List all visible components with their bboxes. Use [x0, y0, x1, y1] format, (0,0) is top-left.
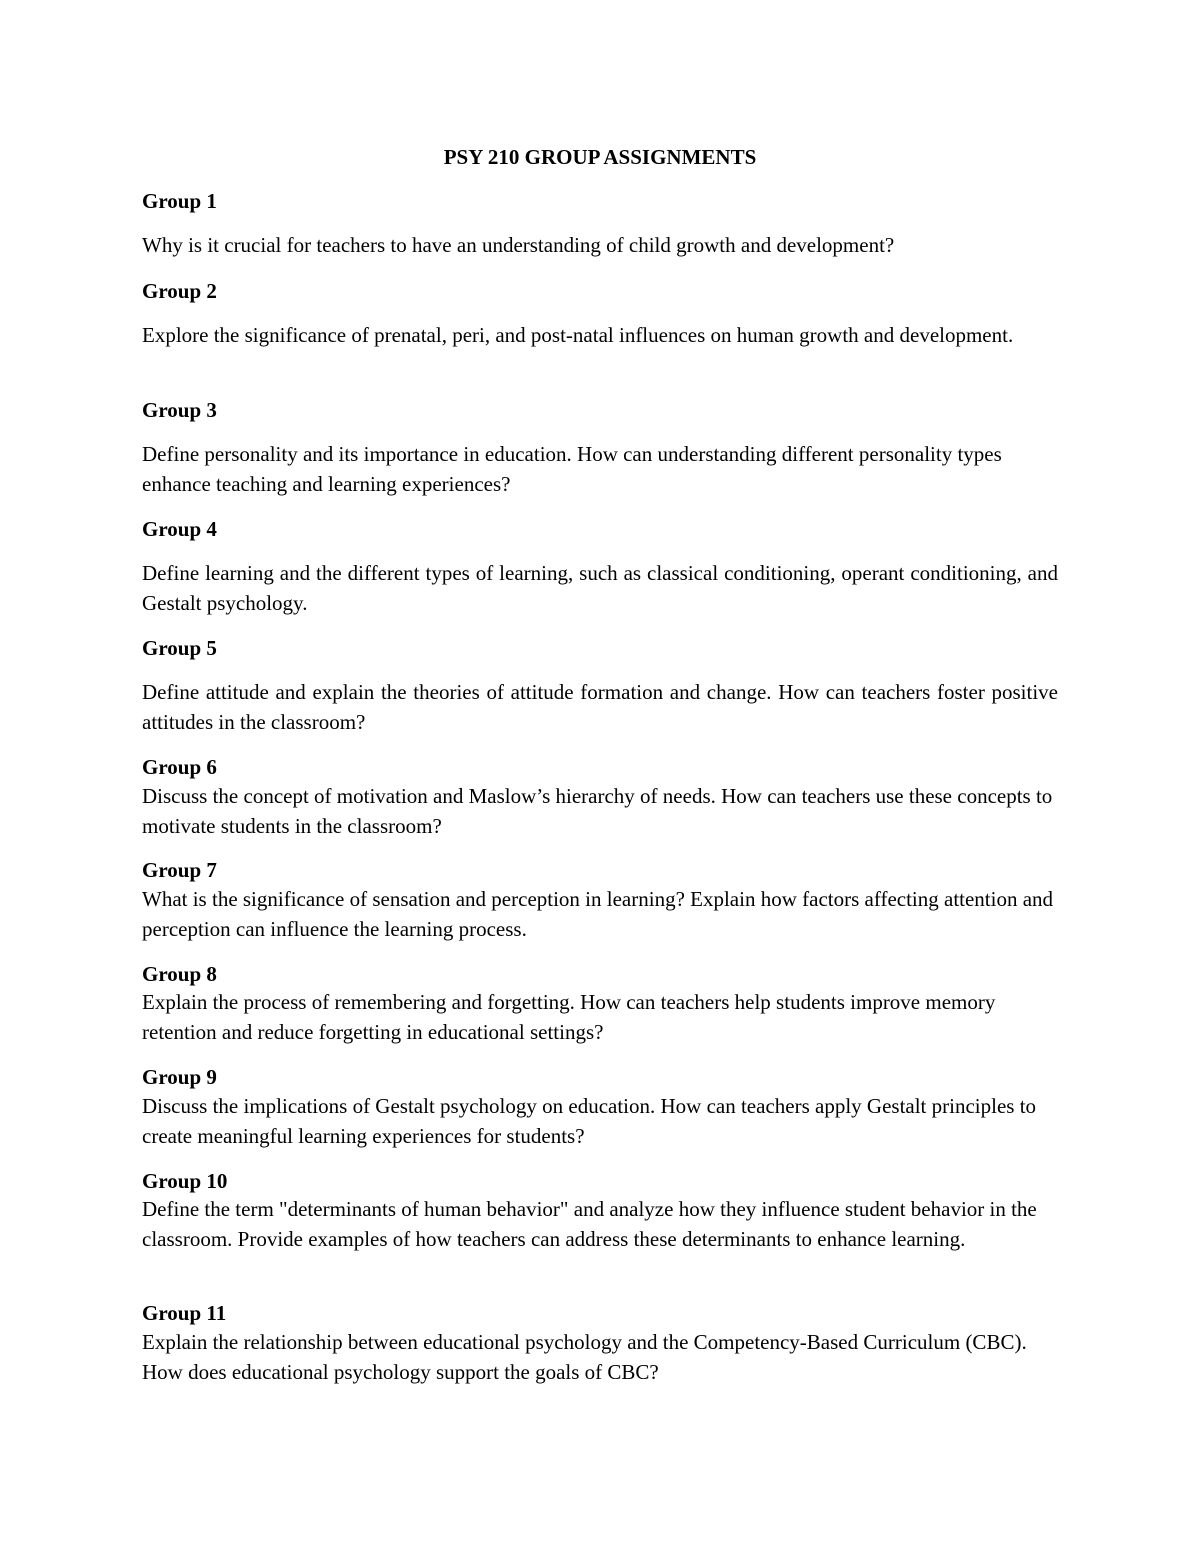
group-6-heading: Group 6	[142, 755, 217, 779]
group-4-text: Define learning and the different types of learning, such as classical conditioning, operant conditioning, and Gestalt psychology.	[142, 561, 1058, 615]
group-6-text: Discuss the concept of motivation and Maslow’s hierarchy of needs. How can teachers use these concepts to motivate students in the classroom?	[142, 784, 1053, 838]
group-8-text: Explain the process of remembering and forgetting. How can teachers help students improve memory retention and reduce forgetting in educational settings?	[142, 990, 996, 1044]
group-10-heading: Group 10	[142, 1169, 228, 1193]
group-8-heading: Group 8	[142, 962, 217, 986]
group-2-text: Explore the significance of prenatal, peri, and post-natal influences on human growth and development.	[142, 323, 1014, 347]
group-7-heading: Group 7	[142, 858, 217, 882]
group-11-heading: Group 11	[142, 1301, 227, 1325]
group-3-heading: Group 3	[142, 398, 217, 422]
group-9-heading: Group 9	[142, 1065, 217, 1089]
group-3-text: Define personality and its importance in education. How can understanding different personality types enhance teaching and learning experiences?	[142, 442, 1002, 496]
group-11-text: Explain the relationship between educational psychology and the Competency-Based Curriculum (CBC). How does educational psychology support the goals of CBC?	[142, 1330, 1027, 1384]
group-4-heading: Group 4	[142, 517, 217, 541]
group-2-heading: Group 2	[142, 279, 217, 303]
group-7-text: What is the significance of sensation and perception in learning? Explain how factors affecting attention and perception can influence the learning process.	[142, 887, 1054, 941]
document-title: PSY 210 GROUP ASSIGNMENTS	[443, 145, 757, 169]
group-5-heading: Group 5	[142, 636, 217, 660]
group-1-text: Why is it crucial for teachers to have an understanding of child growth and development?	[142, 233, 895, 257]
group-10-text: Define the term "determinants of human behavior" and analyze how they influence student behavior in the classroom. Provide examples of how teachers can address these determinants to enhance learning.	[142, 1197, 1037, 1251]
group-9-text: Discuss the implications of Gestalt psychology on education. How can teachers apply Gestalt principles to create meaningful learning experiences for students?	[142, 1094, 1037, 1148]
group-5-text: Define attitude and explain the theories of attitude formation and change. How can teachers foster positive attitudes in the classroom?	[142, 680, 1058, 734]
group-1-heading: Group 1	[142, 189, 217, 213]
